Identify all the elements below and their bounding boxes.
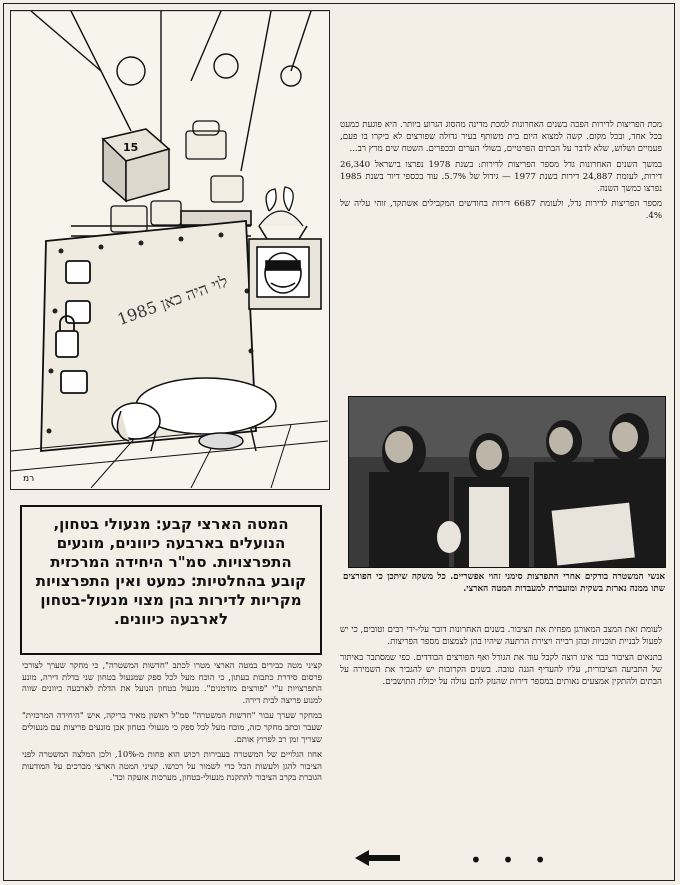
headline-box <box>20 505 322 655</box>
weight-number: 15 <box>123 141 139 154</box>
cartoon-signature: רמ <box>23 474 35 484</box>
photo-caption: אנשי המשטרה בודקים אחרי התפרצות סימני זהוי אפשריים. כל משקה שיתכן כי הפורצים שתו ממנה נארזת בשקית ומועברת למעבדות המטה הארצי. <box>343 572 665 594</box>
body-left-column <box>22 660 322 835</box>
footer-dots: • • • <box>470 848 554 872</box>
article-paragraph: בתנאים הציבור כבר אינו רוצה לקבל עוד את הגורל ואף הפורצים הבודדים. כפי שמסתבר באיתור של התביעה הציבורית, עליו להעדיף הגנה טובה. בשנים הקרובות יש להגביר את השמירה על הבתים ולהתקין אמצעים נאותים במספר דירות שהנזק להם עולה על יכולת התושבים. <box>340 652 662 687</box>
headline: המטה הארצי קבע: מנעולי בטחון, הנועלים בארבעה כיוונים, מונעים התפרצויות. סמ"ר היחידה המרכזית קובע בהחלטיות: כמעט ואין התפרצויות מקריות לדירות בהן מצוי מנעול-בטחון לארבעה כיוונים. <box>35 515 307 628</box>
weight-block <box>103 129 169 201</box>
article-paragraph: לעומת זאת המצב המאורגן מפחית את הציבור. בשנים האחרונות דובר עלי-ידי רבים וטובים, כי יש לפעול לבניית תוכניות ובהן רבייה ויצירת הרתעה שיהיו בהן לצמצום מספר הפריצות. <box>340 625 662 647</box>
police-photo <box>348 396 666 568</box>
cartoon-illustration <box>10 10 330 490</box>
article-paragraph: מכת הפריצות לדירות הפכה בשנים האחרונות למכת מדינה מהסוג הגרוע ביותר. היא פוגעת כמעט בכל אחד, ובכל מקום. קשה למצוא היום בית משותף בעיר גדולה שפורצים לא ביקרו בו פעם, פעמיים ושלוש, שלא לדבר על הבתים הפרטיים, בשולי הערים ובכפרים. השטח שים מרץ רב... <box>340 120 662 154</box>
body-paragraph: במחקר שערך עבור "חדשות המשטרה" סמ"ל ראשון מאיר בריקה, איש "היחידה המרכזית" שעבר וכתב מחקר כזה, מוכח מעל לכל ספק כי מנעולי בטחון אכן מונעים פריצות עם מנעולים שצריך זמן רב לפרוץ אותם. <box>22 710 322 744</box>
body-paragraph: אחוז הגלויים של המשטרה בעבירות רכוש הוא פחות מ-10%, ולכן המלצה המשטרה לפני הציבור להגן ולעשות הכל כדי לשמור על רכושו. קציני המטה הארצי מברכים על המודעות הגוברת בקרב הציבור להתקנת מנעולי-בטחון, מערכות אזעקה וכד'. <box>22 749 322 783</box>
article-bottom-column <box>340 625 662 835</box>
article-top-column <box>340 120 662 375</box>
article-paragraph: מספר הפריצות לדירות גדל, ולעומת 6687 דירות בחודשים המקבילים אשתקד, זוהי עליה של 4%. <box>340 199 662 222</box>
body-paragraph: קציני מטה כבירים במטה הארצי מטרו לכתב "חדשות המשטרה", כי מחקר שערך לצורכי פרסום סידרת כתבות בעתון, כי הוכח מעל לכל ספק שמנעול בטחון שני בדלת דירה, מונע התפרצויות ע"י "פורצים מזדמנים". מנעול בטחון הנועל את הדלת לארבעה כיוונים שווה למנוע פריצה לבית דירה. <box>22 660 322 705</box>
door-graffiti: לוי היה כאן 1985 <box>114 271 231 330</box>
article-paragraph: במשך השנים האחרונות גדל מספר הפריצות לדירות: בשנת 1978 נפרצו בישראל 26,340 דירות, לעומת 24,887 דירות בשנת 1977 — גידול של 5.7%. עוד בכספי דיור בשנת 1985 נפרצו כמשך השנה. <box>340 159 662 194</box>
continue-arrow-icon <box>355 848 400 868</box>
tv-burglar <box>249 226 321 309</box>
